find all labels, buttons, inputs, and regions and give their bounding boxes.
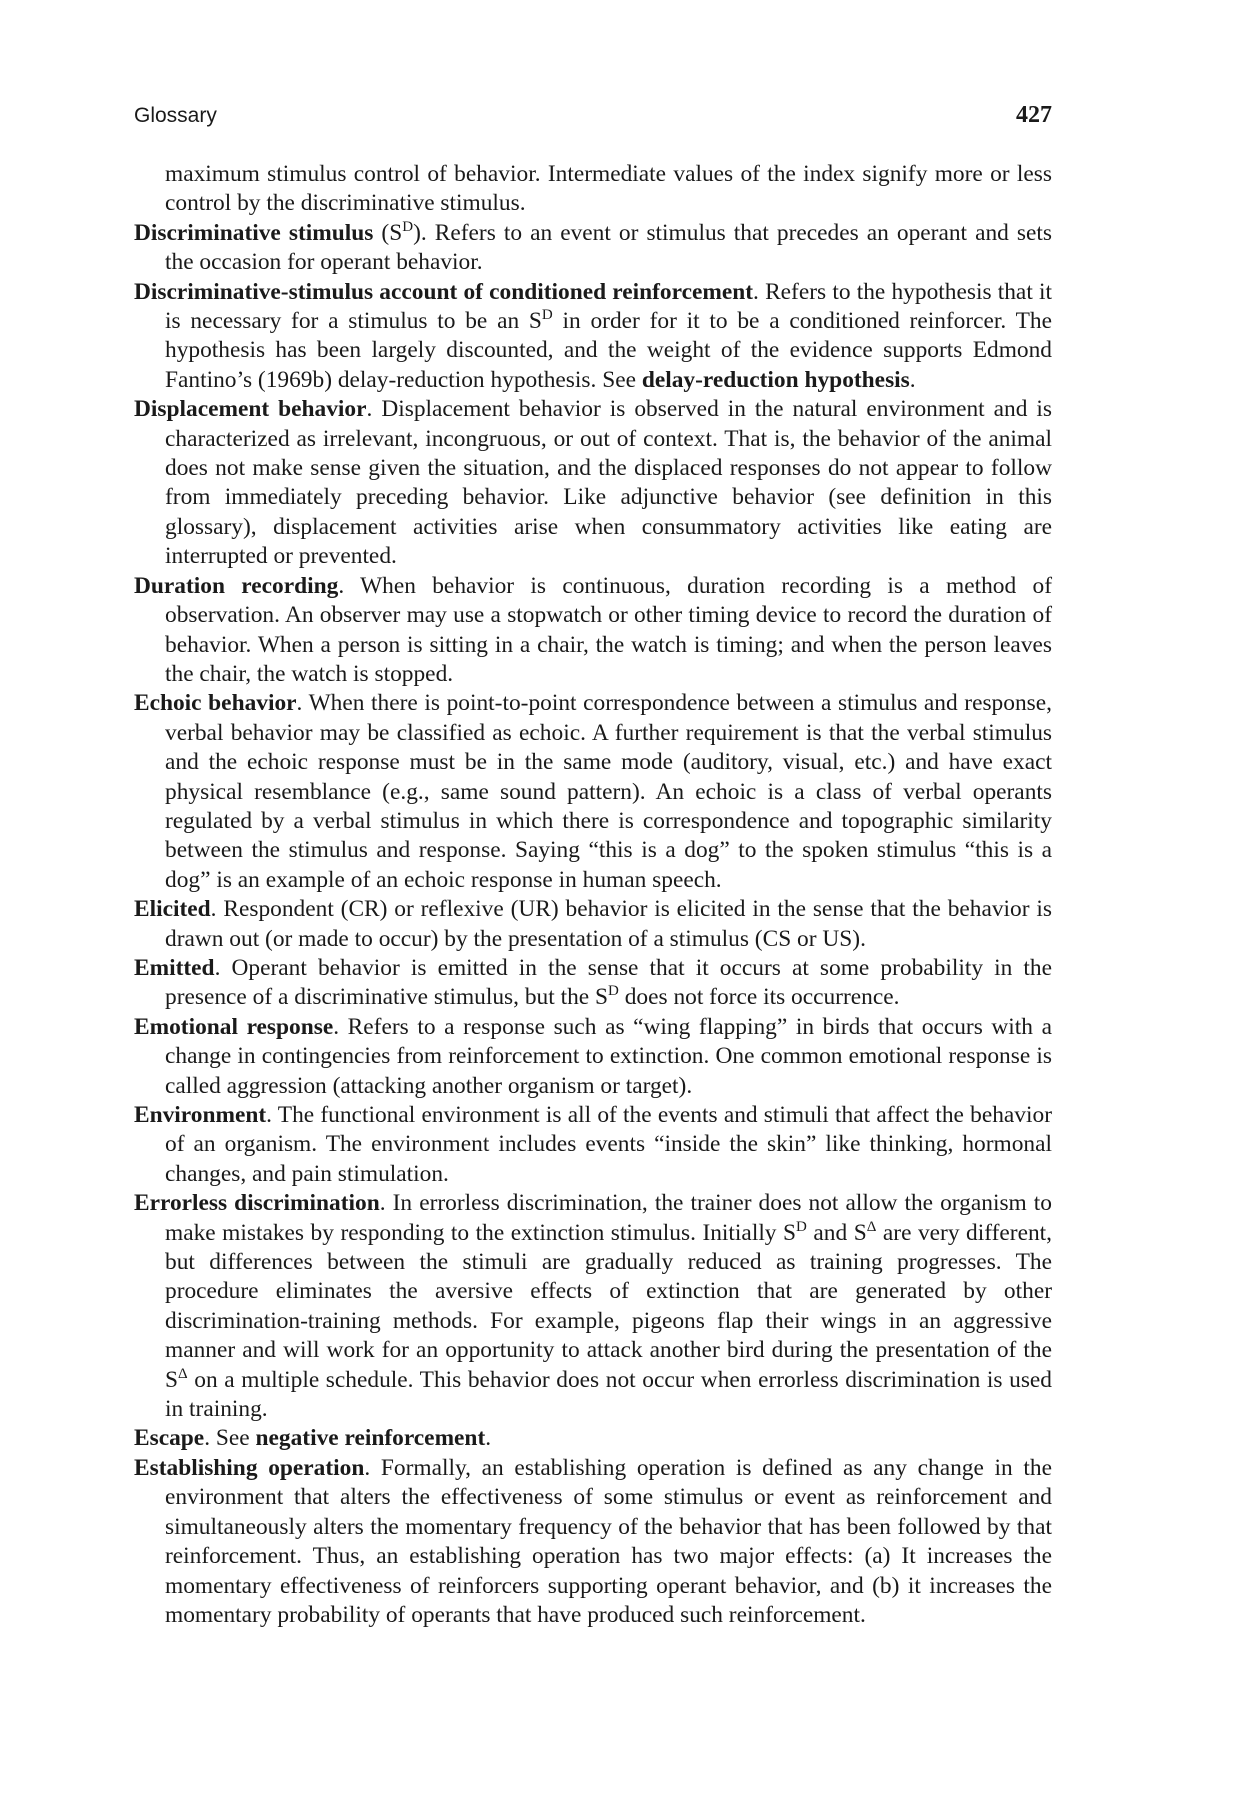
glossary-entry-elicited: [134, 895, 1052, 954]
entry-text: in order for it to be a conditioned reinforcer. The hypothesis has been largely discounted, and the weight of the evidence supports Edmond Fantino’s (1969b) delay-reduction hypothesis. See: [165, 308, 1052, 393]
glossary-entry-discriminative-stimulus: [134, 219, 1052, 278]
entry-text: . Refers to the hypothesis that it is necessary for a stimulus to be an S: [165, 278, 1053, 335]
entry-text: . In errorless discrimination, the trainer does not allow the organism to make mistakes by responding to the extinction stimulus. Initially S: [165, 1190, 1052, 1246]
superscript: D: [796, 1218, 807, 1235]
entry-text: . When behavior is continuous, duration recording is a method of observation. An observer may use a stopwatch or other timing device to record the duration of behavior. When a person is sitting in a chair, the watch is timing; and when the person leaves the chair, the watch is stopped.: [165, 572, 1052, 687]
glossary-body: [134, 160, 1052, 1630]
glossary-entry-displacement-behavior: [134, 395, 1052, 571]
entry-text: are very different, but differences between the stimuli are gradually reduced as training progresses. The procedure eliminates the aversive effects of extinction that are generated by other discrimination-training methods. For example, pigeons flap their wings in an aggressive manner and will work for an opportunity to attack another bird during the presentation of the S: [165, 1219, 1052, 1393]
superscript: Δ: [178, 1365, 188, 1382]
entry-text: . Operant behavior is emitted in the sense that it occurs at some probability in the presence of a discriminative stimulus, but the S: [165, 954, 1052, 1011]
glossary-entry-emitted: [134, 954, 1052, 1013]
entry-term: Discriminative stimulus: [134, 219, 374, 246]
entry-text: (S: [373, 219, 403, 246]
running-head: Glossary: [134, 104, 217, 127]
entry-term: Environment: [134, 1102, 267, 1128]
entry-text: . Refers to a response such as “wing flapping” in birds that occurs with a change in contingencies from reinforcement to extinction. One common emotional response is called aggression (attacking another organism or target).: [165, 1013, 1052, 1099]
glossary-entry-errorless-discrimination: [134, 1189, 1052, 1424]
glossary-entry-escape: [134, 1424, 1052, 1453]
glossary-entry-establishing-operation: [134, 1454, 1052, 1630]
entry-text: . Displacement behavior is observed in the natural environment and is characterized as irrelevant, incongruous, or out of context. That is, the behavior of the animal does not make sense given the situation, and the displaced responses do not appear to follow from immediately preceding behavior. Like adjunctive behavior (see definition in this glossary), displacement activities arise when consummatory activities like eating are interrupted or prevented.: [165, 396, 1052, 570]
glossary-entry-discriminative-stimulus-account: [134, 278, 1052, 396]
entry-text: . Formally, an establishing operation is defined as any change in the environment that alters the effectiveness of some stimulus or event as reinforcement and simultaneously alters the momentary frequency of the behavior that has been followed by that reinforcement. Thus, an establishing operation has two major effects: (a) It increases the momentary effectiveness of reinforcers supporting operant behavior, and (b) it increases the momentary probability of operants that have produced such reinforcement.: [165, 1454, 1052, 1628]
page-number: 427: [1016, 102, 1052, 128]
entry-term: Duration recording: [134, 572, 339, 599]
glossary-entry-environment: [134, 1101, 1052, 1189]
entry-text: .: [909, 366, 916, 393]
superscript: D: [402, 218, 414, 235]
continuation-text: maximum stimulus control of behavior. Intermediate values of the index signify more or less control by the discriminative stimulus.: [165, 161, 1052, 217]
entry-term: Escape: [134, 1425, 205, 1452]
entry-text: ). Refers to an event or stimulus that precedes an operant and sets the occasion for operant behavior.: [165, 219, 1052, 276]
entry-text: . See: [204, 1425, 256, 1452]
entry-term: Emitted: [134, 954, 215, 981]
entry-term: Errorless discrimination: [134, 1190, 380, 1217]
superscript: D: [608, 983, 619, 1000]
entry-term: Emotional response: [134, 1013, 334, 1040]
entry-text: . Respondent (CR) or reflexive (UR) behavior is elicited in the sense that the behavior is drawn out (or made to occur) by the presentation of a stimulus (CS or US).: [165, 896, 1052, 952]
entry-term: Echoic behavior: [134, 690, 297, 717]
glossary-entry-duration-recording: [134, 572, 1052, 690]
entry-text: does not force its occurrence.: [618, 984, 900, 1011]
entry-term: Elicited: [134, 896, 211, 923]
entry-text: on a multiple schedule. This behavior does not occur when errorless discrimination is used in training.: [165, 1366, 1052, 1423]
entry-term: Establishing operation: [134, 1454, 365, 1481]
entry-text: . When there is point-to-point correspondence between a stimulus and response, verbal behavior may be classified as echoic. A further requirement is that the verbal stimulus and the echoic response must be in the same mode (auditory, visual, etc.) and have exact physical resemblance (e.g., same sound pattern). An echoic is a class of verbal operants regulated by a verbal stimulus in which there is correspondence and topographic similarity between the stimulus and response. Saying “this is a dog” to the spoken stimulus “this is a dog” is an example of an echoic response in human speech.: [165, 690, 1052, 893]
entry-term: Discriminative-stimulus account of conditioned reinforcement: [134, 278, 754, 305]
cross-reference: negative reinforcement: [255, 1425, 486, 1452]
glossary-entry-emotional-response: [134, 1013, 1052, 1101]
entry-text: . The functional environment is all of the events and stimuli that affect the behavior of an organism. The environment includes events “inside the skin” like thinking, hormonal changes, and pain stimulation.: [165, 1102, 1052, 1187]
page-header: [134, 104, 1052, 138]
entry-term: Displacement behavior: [134, 396, 367, 423]
cross-reference: delay-reduction hypothesis: [641, 366, 910, 393]
superscript: Δ: [866, 1218, 877, 1235]
superscript: D: [541, 307, 553, 324]
entry-text: .: [485, 1425, 492, 1452]
entry-text: and S: [806, 1219, 867, 1246]
glossary-entry-echoic-behavior: [134, 689, 1052, 895]
